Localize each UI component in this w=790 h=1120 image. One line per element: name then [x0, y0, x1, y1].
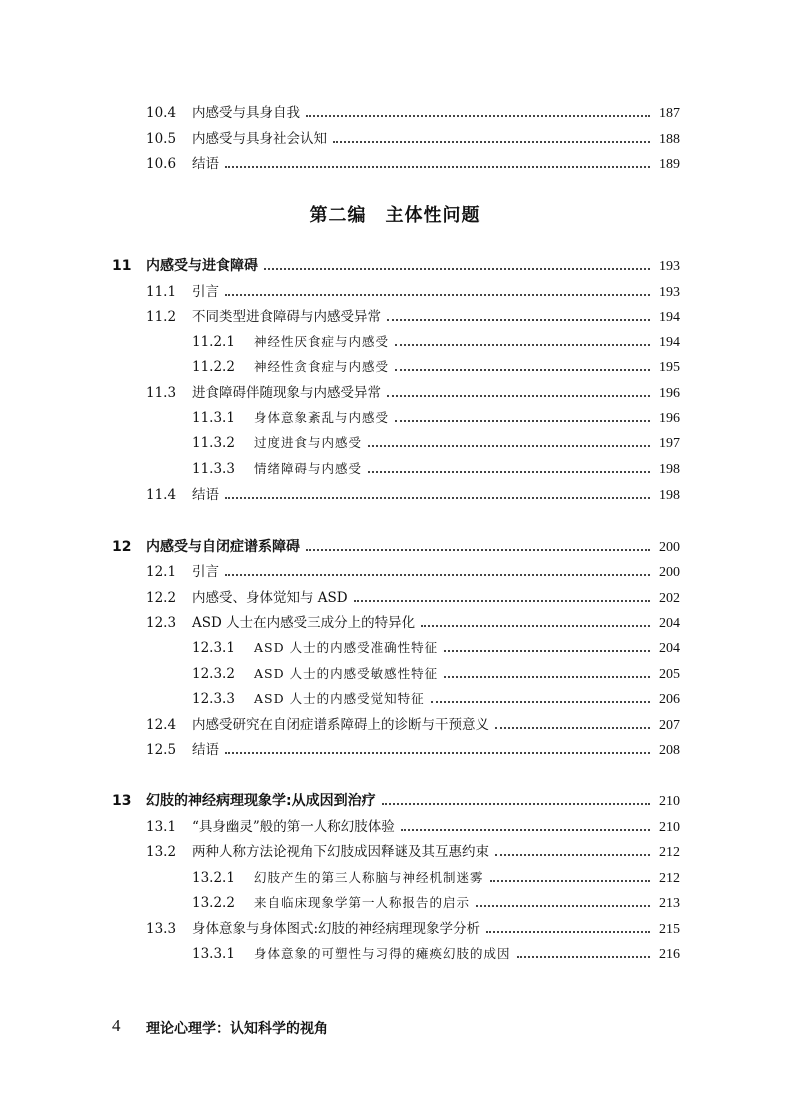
- toc-entry-10-5[interactable]: [146, 128, 680, 150]
- entry-page: 207: [659, 718, 680, 733]
- toc-entry-13-2-1[interactable]: [192, 867, 680, 889]
- dot-leader: [387, 318, 650, 321]
- toc-entry-10-4[interactable]: [146, 102, 680, 124]
- chapter-title: 幻肢的神经病理现象学:从成因到治疗: [146, 793, 376, 809]
- entry-page: 212: [659, 845, 680, 860]
- dot-leader: [225, 293, 650, 296]
- entry-page: 205: [659, 667, 680, 682]
- dot-leader: [495, 853, 650, 856]
- entry-number: 12.1: [146, 564, 177, 580]
- part-title: 第二编 主体性问题: [309, 205, 481, 226]
- toc-entry-12-1[interactable]: [146, 561, 680, 583]
- entry-title: 神经性贪食症与内感受: [254, 359, 390, 374]
- entry-number: 11.3.1: [192, 410, 235, 426]
- entry-number: 11.3: [146, 385, 177, 401]
- entry-title: 内感受与具身自我: [192, 105, 300, 121]
- entry-page: 196: [659, 386, 680, 401]
- dot-leader: [395, 419, 650, 422]
- toc-entry-11-1[interactable]: [146, 281, 680, 303]
- chapter-number: 12: [112, 539, 132, 555]
- entry-title: 进食障碍伴随现象与内感受异常: [192, 385, 381, 401]
- entry-title: 身体意象紊乱与内感受: [254, 410, 390, 425]
- toc-entry-13-3-1[interactable]: [192, 943, 680, 965]
- entry-title: 神经性厌食症与内感受: [254, 334, 390, 349]
- dot-leader: [306, 548, 650, 551]
- entry-page: 204: [659, 616, 680, 631]
- dot-leader: [225, 165, 650, 168]
- toc-entry-13-2-2[interactable]: [192, 892, 680, 914]
- dot-leader: [490, 879, 650, 882]
- running-footer-title: 理论心理学：认知科学的视角: [146, 1021, 328, 1037]
- entry-number: 12.2: [146, 590, 177, 606]
- dot-leader: [354, 599, 650, 602]
- entry-title: ASD 人士的内感受觉知特征: [254, 691, 425, 706]
- entry-number: 13.3: [146, 921, 177, 937]
- toc-entry-11-3[interactable]: [146, 382, 680, 404]
- entry-number: 10.5: [146, 131, 177, 147]
- toc-chapter-12[interactable]: [112, 536, 680, 558]
- entry-title: ASD 人士的内感受敏感性特征: [254, 666, 439, 681]
- entry-number: 12.3.1: [192, 640, 235, 656]
- entry-number: 11.2: [146, 309, 177, 325]
- page-number: 4: [112, 1016, 121, 1035]
- chapter-title: 内感受与自闭症谱系障碍: [146, 539, 300, 555]
- entry-page: 208: [659, 743, 680, 758]
- entry-title: ASD 人士在内感受三成分上的特异化: [192, 615, 416, 631]
- toc-entry-13-2[interactable]: [146, 841, 680, 863]
- toc-entry-11-3-3[interactable]: [192, 458, 680, 480]
- entry-number: 13.2: [146, 844, 177, 860]
- dot-leader: [306, 114, 650, 117]
- entry-page: 198: [659, 462, 680, 477]
- entry-page: 200: [659, 565, 680, 580]
- entry-page: 187: [659, 106, 680, 121]
- entry-number: 13.2.2: [192, 895, 235, 911]
- entry-page: 206: [659, 692, 680, 707]
- toc-chapter-11[interactable]: [112, 255, 680, 277]
- entry-number: 13.3.1: [192, 946, 235, 962]
- entry-page: 193: [659, 285, 680, 300]
- entry-number: 12.3.2: [192, 666, 235, 682]
- entry-title: 结语: [192, 487, 219, 503]
- entry-title: 引言: [192, 564, 219, 580]
- toc-entry-11-2[interactable]: [146, 306, 680, 328]
- entry-page: 189: [659, 157, 680, 172]
- dot-leader: [387, 394, 650, 397]
- entry-title: 来自临床现象学第一人称报告的启示: [254, 895, 471, 910]
- entry-page: 196: [659, 411, 680, 426]
- chapter-page: 210: [659, 794, 680, 809]
- dot-leader: [225, 573, 650, 576]
- toc-entry-13-1[interactable]: [146, 816, 680, 838]
- toc-entry-12-2[interactable]: [146, 587, 680, 609]
- entry-number: 11.2.2: [192, 359, 235, 375]
- toc-entry-11-4[interactable]: [146, 484, 680, 506]
- dot-leader: [495, 726, 650, 729]
- entry-page: 198: [659, 488, 680, 503]
- entry-number: 12.3: [146, 615, 177, 631]
- dot-leader: [421, 624, 650, 627]
- entry-page: 210: [659, 820, 680, 835]
- entry-page: 212: [659, 871, 680, 886]
- entry-number: 11.3.3: [192, 461, 235, 477]
- entry-page: 216: [659, 947, 680, 962]
- chapter-title: 内感受与进食障碍: [146, 258, 258, 274]
- entry-title: 过度进食与内感受: [254, 435, 363, 450]
- dot-leader: [444, 649, 650, 652]
- entry-number: 11.4: [146, 487, 177, 503]
- entry-title: 两种人称方法论视角下幻肢成因释谜及其互惠约束: [192, 844, 489, 860]
- toc-entry-12-4[interactable]: [146, 714, 680, 736]
- entry-number: 13.1: [146, 819, 177, 835]
- entry-title: 身体意象的可塑性与习得的瘫痪幻肢的成因: [254, 946, 511, 961]
- chapter-number: 11: [112, 258, 132, 274]
- dot-leader: [382, 802, 650, 805]
- dot-leader: [476, 904, 650, 907]
- dot-leader: [517, 955, 650, 958]
- entry-page: 197: [659, 436, 680, 451]
- dot-leader: [368, 470, 650, 473]
- entry-title: 幻肢产生的第三人称脑与神经机制迷雾: [254, 870, 484, 885]
- dot-leader: [264, 267, 650, 270]
- dot-leader: [395, 368, 650, 371]
- entry-number: 10.6: [146, 156, 177, 172]
- toc-entry-11-2-1[interactable]: [192, 331, 680, 353]
- entry-title: 不同类型进食障碍与内感受异常: [192, 309, 381, 325]
- entry-title: 内感受、身体觉知与 ASD: [192, 590, 348, 606]
- toc-entry-13-3[interactable]: [146, 918, 680, 940]
- entry-number: 11.3.2: [192, 435, 235, 451]
- entry-number: 13.2.1: [192, 870, 235, 886]
- entry-title: 结语: [192, 742, 219, 758]
- entry-title: 身体意象与身体图式:幻肢的神经病理现象学分析: [192, 921, 481, 937]
- entry-number: 11.1: [146, 284, 177, 300]
- dot-leader: [368, 444, 650, 447]
- dot-leader: [401, 828, 650, 831]
- entry-title: 内感受与具身社会认知: [192, 131, 327, 147]
- chapter-number: 13: [112, 793, 132, 809]
- dot-leader: [333, 140, 650, 143]
- toc-entry-12-5[interactable]: [146, 739, 680, 761]
- chapter-page: 193: [659, 259, 680, 274]
- entry-page: 194: [659, 310, 680, 325]
- toc-entry-10-6[interactable]: [146, 153, 680, 175]
- entry-number: 11.2.1: [192, 334, 235, 350]
- toc-entry-12-3-2[interactable]: [192, 663, 680, 685]
- entry-number: 12.3.3: [192, 691, 235, 707]
- entry-title: 情绪障碍与内感受: [254, 461, 363, 476]
- entry-title: 内感受研究在自闭症谱系障碍上的诊断与干预意义: [192, 717, 489, 733]
- toc-entry-12-3-1[interactable]: [192, 637, 680, 659]
- toc-entry-12-3-3[interactable]: [192, 688, 680, 710]
- entry-number: 12.5: [146, 742, 177, 758]
- chapter-page: 200: [659, 540, 680, 555]
- toc-entry-11-3-1[interactable]: [192, 407, 680, 429]
- dot-leader: [486, 930, 650, 933]
- entry-number: 10.4: [146, 105, 177, 121]
- dot-leader: [225, 496, 650, 499]
- entry-page: 213: [659, 896, 680, 911]
- toc-entry-11-2-2[interactable]: [192, 356, 680, 378]
- entry-title: ASD 人士的内感受准确性特征: [254, 640, 439, 655]
- entry-page: 215: [659, 922, 680, 937]
- entry-title: 引言: [192, 284, 219, 300]
- entry-title: 结语: [192, 156, 219, 172]
- entry-page: 195: [659, 360, 680, 375]
- toc-chapter-13[interactable]: [112, 790, 680, 812]
- entry-page: 204: [659, 641, 680, 656]
- toc-entry-12-3[interactable]: [146, 612, 680, 634]
- entry-page: 194: [659, 335, 680, 350]
- dot-leader: [444, 675, 650, 678]
- dot-leader: [395, 343, 650, 346]
- dot-leader: [431, 700, 650, 703]
- toc-entry-11-3-2[interactable]: [192, 432, 680, 454]
- entry-number: 12.4: [146, 717, 177, 733]
- entry-title: “具身幽灵”般的第一人称幻肢体验: [192, 819, 395, 835]
- dot-leader: [225, 751, 650, 754]
- entry-page: 188: [659, 132, 680, 147]
- entry-page: 202: [659, 591, 680, 606]
